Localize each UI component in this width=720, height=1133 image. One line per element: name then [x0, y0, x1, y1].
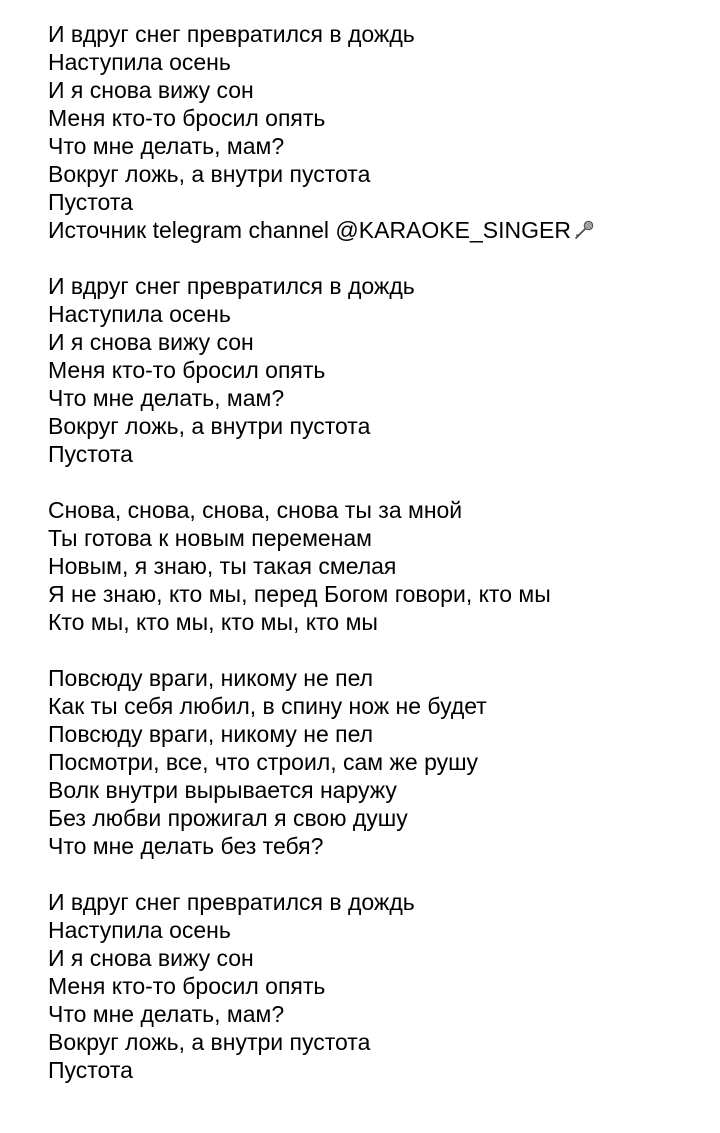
lyric-line: Пустота	[48, 189, 133, 215]
stanza-3	[48, 496, 708, 636]
stanza-1	[48, 20, 708, 244]
source-text: Источник telegram channel @KARAOKE_SINGER	[48, 217, 571, 243]
lyric-line: Меня кто-то бросил опять	[48, 973, 326, 999]
lyric-line: Снова, снова, снова, снова ты за мной	[48, 497, 463, 523]
lyric-line: Наступила осень	[48, 917, 231, 943]
lyric-line: И вдруг снег превратился в дождь	[48, 889, 415, 915]
lyric-line: Меня кто-то бросил опять	[48, 105, 326, 131]
lyric-line: Что мне делать, мам?	[48, 1001, 285, 1027]
lyric-line: И вдруг снег превратился в дождь	[48, 273, 415, 299]
lyric-line: Волк внутри вырывается наружу	[48, 777, 397, 803]
microphone-icon	[573, 219, 595, 241]
lyric-line: Что мне делать без тебя?	[48, 833, 324, 859]
lyric-line: И я снова вижу сон	[48, 77, 254, 103]
lyric-line: Наступила осень	[48, 49, 231, 75]
lyrics-text	[48, 20, 708, 1112]
lyric-line: Повсюду враги, никому не пел	[48, 721, 374, 747]
lyric-line: Ты готова к новым переменам	[48, 525, 372, 551]
lyric-line: Повсюду враги, никому не пел	[48, 665, 374, 691]
lyric-line: Вокруг ложь, а внутри пустота	[48, 161, 371, 187]
lyric-line: Как ты себя любил, в спину нож не будет	[48, 693, 487, 719]
stanza-4	[48, 664, 708, 860]
lyric-line: Вокруг ложь, а внутри пустота	[48, 413, 371, 439]
lyric-line: Что мне делать, мам?	[48, 133, 285, 159]
stanza-5	[48, 888, 708, 1084]
lyric-line: И я снова вижу сон	[48, 329, 254, 355]
stanza-2	[48, 272, 708, 468]
lyric-line: Новым, я знаю, ты такая смелая	[48, 553, 397, 579]
lyric-line: И я снова вижу сон	[48, 945, 254, 971]
lyric-line: Вокруг ложь, а внутри пустота	[48, 1029, 371, 1055]
lyric-line: И вдруг снег превратился в дождь	[48, 21, 415, 47]
lyric-line: Я не знаю, кто мы, перед Богом говори, кто мы	[48, 581, 551, 607]
source-line	[48, 216, 708, 244]
lyric-line: Пустота	[48, 441, 133, 467]
lyric-line: Посмотри, все, что строил, сам же рушу	[48, 749, 479, 775]
lyric-line: Что мне делать, мам?	[48, 385, 285, 411]
lyric-line: Кто мы, кто мы, кто мы, кто мы	[48, 609, 378, 635]
lyric-line: Меня кто-то бросил опять	[48, 357, 326, 383]
lyric-line: Без любви прожигал я свою душу	[48, 805, 408, 831]
lyric-line: Пустота	[48, 1057, 133, 1083]
lyric-line: Наступила осень	[48, 301, 231, 327]
